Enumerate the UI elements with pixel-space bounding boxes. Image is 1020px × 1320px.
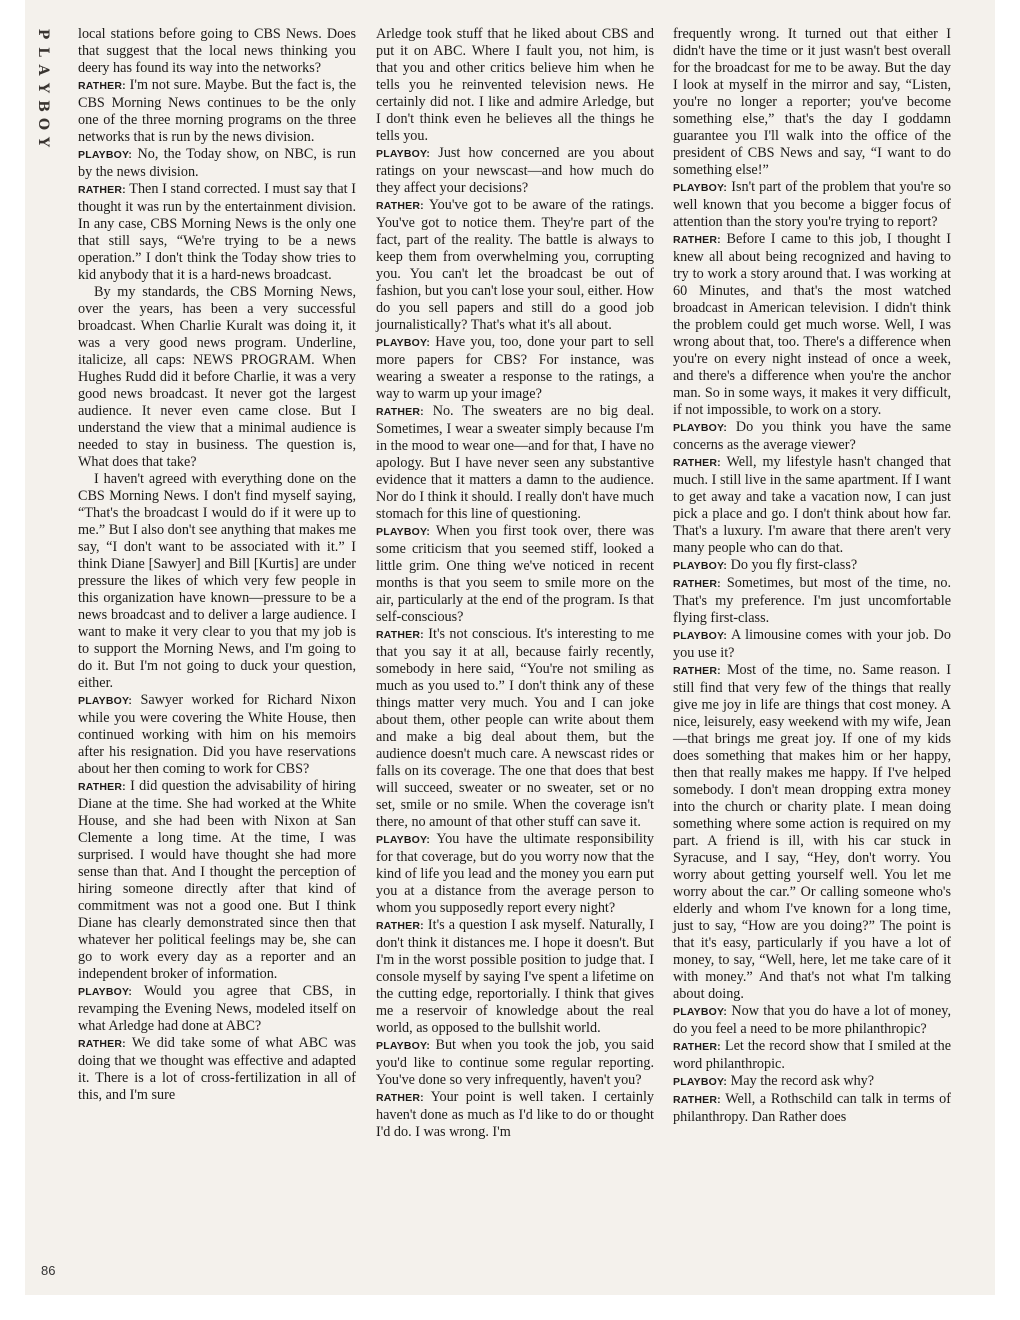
magazine-page <box>25 0 995 1295</box>
speaker-label: RATHER: <box>673 1041 721 1053</box>
speaker-label: RATHER: <box>673 1094 721 1106</box>
paragraph <box>376 403 654 523</box>
paragraph-text: Then I stand corrected. I must say that I thought it was run by the entertainment division. In any case, CBS Morning News is the only one that still says, “We're trying to be a news operation.” I don't think the Today show tries to kid anybody that it is a hard-news broadcast. <box>78 181 356 283</box>
paragraph-text: No. The sweaters are no big deal. Sometimes, I wear a sweater simply because I'm in the mood to wear one—and for that, I have no apology. But I have never seen any substantive evidence that it matters a damn to the audience. Nor do I think it should. I really don't have much stomach for this line of questioning. <box>376 403 654 522</box>
paragraph <box>673 627 951 662</box>
speaker-label: RATHER: <box>673 234 721 246</box>
paragraph <box>78 26 356 77</box>
paragraph <box>376 917 654 1037</box>
speaker-label: RATHER: <box>376 406 424 418</box>
paragraph <box>376 1089 654 1141</box>
paragraph-text: Just how concerned are you about ratings on your newscast—and how much do they affect your decisions? <box>376 145 655 196</box>
paragraph <box>673 231 951 419</box>
paragraph <box>78 284 356 471</box>
masthead-letter: Y <box>35 83 51 93</box>
speaker-label: RATHER: <box>376 1092 424 1104</box>
page-number: 86 <box>41 1263 56 1278</box>
speaker-label: PLAYBOY: <box>673 560 728 572</box>
paragraph-text: I did question the advisability of hiring Diane at the time. She had worked at the White House, and she had been with Nixon at San Clemente a long time. At the time, I was surprised. I would have thought she had more sense than that. And I thought the perception of hiring someone directly after that kind of commitment was not a good one. But I think Diane has clearly demonstrated since then that whatever her political feelings may be, she can go to work every day as a reporter and an independent broker of information. <box>78 778 357 982</box>
masthead-letter: P <box>35 28 51 40</box>
paragraph <box>376 831 654 917</box>
paragraph <box>673 1003 951 1038</box>
speaker-label: PLAYBOY: <box>673 422 728 434</box>
paragraph-text: You've got to be aware of the ratings. You've got to notice them. They're part of the fact, part of the reality. The battle is always to keep them from overwhelming you, corrupting you. You can't let the broadcast be out of fashion, but you can't lose your soul, either. How do you sell papers and still do a good job journalistically? That's what it's all about. <box>376 197 654 333</box>
speaker-label: PLAYBOY: <box>78 149 133 161</box>
paragraph-text: It's not conscious. It's interesting to me that you say it at all, because fairly recently, somebody in here said, “You're not smiling as much as you used to.” I don't think any of these things matter very much. You and I can joke about them, other people can write about them and make a big deal about them, but the audience doesn't much care. A newscast rides or falls on its coverage. The one that does that best will succeed, sweater or no sweater, set or no set, smile or no smile. When the coverage isn't there, no amount of that other stuff can save it. <box>376 626 655 830</box>
paragraph-text: When you first took over, there was some criticism that you seemed stiff, looked a little grim. One thing we've noticed in recent months is that you seem to smile more on the air, particularly at the end of the program. Is that self-conscious? <box>376 523 655 625</box>
speaker-label: RATHER: <box>78 1038 126 1050</box>
paragraph <box>78 146 356 181</box>
paragraph-text: Well, a Rothschild can talk in terms of philanthropy. Dan Rather does <box>673 1091 951 1125</box>
speaker-label: PLAYBOY: <box>376 148 431 160</box>
paragraph <box>673 1038 951 1073</box>
paragraph-text: Well, my lifestyle hasn't changed that much. I still live in the same apartment. If I want to get away and take a vacation now, I can just pick a place and go. I don't think about how far. That's a luxury. I'm aware that there aren't very many people who can do that. <box>673 454 951 556</box>
masthead-letter: L <box>35 47 51 57</box>
speaker-label: RATHER: <box>78 184 126 196</box>
paragraph <box>376 197 654 334</box>
paragraph-text: Do you think you have the same concerns as the average viewer? <box>673 419 951 453</box>
paragraph <box>78 983 356 1035</box>
speaker-label: PLAYBOY: <box>673 1076 728 1088</box>
speaker-label: RATHER: <box>376 200 424 212</box>
paragraph-text: Most of the time, no. Same reason. I still find that very few of the things that really give me joy in life are things that cost money. A nice, leisurely, easy weekend with my wife, Jean—that brings me great joy. If one of my kids does something that makes him or her happy, then that really makes me happy. If I've helped somebody. I don't mean dropping extra money into the church or charity plate. I mean doing something where some action is required on my part. A friend is ill, with his car stuck in Syracuse, and I say, “Hey, don't worry. You worry about getting yourself well. You let me worry about the car.” Or calling someone who's elderly and whom I've known for a long time, just to say, “How are you doing?” The point is that it's easy, particularly if you have a lot of money, to say, “Well, here, let me take care of it with money.” And that's not what I'm talking about doing. <box>673 662 952 1002</box>
masthead-letter: Y <box>35 137 51 147</box>
speaker-label: RATHER: <box>673 665 721 677</box>
paragraph-text: By my standards, the CBS Morning News, over the years, has been a very successful broadcast. When Charlie Kuralt was doing it, it was a very good news program. Underline, italicize, all caps: NEWS PROGRAM. When Hughes Rudd did it before Charlie, it was a very good news broadcast. It never got the largest audience. It never even came close. But I understand the view that a minimal audience is needed to stay in business. The question is, What does that take? <box>78 284 356 470</box>
speaker-label: RATHER: <box>376 920 424 932</box>
paragraph-text: I haven't agreed with everything done on the CBS Morning News. I don't find myself saying, “That's the broadcast I would do if it were up to me.” But I also don't see anything that makes me say, “I don't want to be associated with it.” I think Diane [Sawyer] and Bill [Kurtis] are under pressure the likes of which very few people in this organization have known—pressure to be a news broadcast and to deliver a large audience. I want to make it very clear to you that my job is to support the Morning News, and I'm going to do it. But I'm not going to duck your question, either. <box>78 471 356 691</box>
paragraph <box>78 471 356 692</box>
text-column-2 <box>376 26 654 1141</box>
paragraph <box>78 77 356 146</box>
speaker-label: RATHER: <box>78 80 126 92</box>
paragraph <box>376 26 654 145</box>
speaker-label: PLAYBOY: <box>673 182 728 194</box>
text-column-1 <box>78 26 356 1104</box>
masthead-letter: O <box>35 117 51 131</box>
speaker-label: PLAYBOY: <box>376 1040 431 1052</box>
paragraph <box>376 1037 654 1089</box>
paragraph-text: local stations before going to CBS News. Does that suggest that the local news thinking you deery has found its way into the networks? <box>78 26 356 76</box>
speaker-label: PLAYBOY: <box>78 695 133 707</box>
speaker-label: PLAYBOY: <box>376 834 431 846</box>
paragraph-text: Sometimes, but most of the time, no. That's my preference. I'm just uncomfortable flying first-class. <box>673 575 951 626</box>
paragraph-text: May the record ask why? <box>730 1073 875 1089</box>
paragraph <box>78 1035 356 1104</box>
paragraph-text: Let the record show that I smiled at the word philanthropic. <box>673 1038 952 1072</box>
paragraph-text: A limousine comes with your job. Do you use it? <box>673 627 952 661</box>
paragraph-text: I'm not sure. Maybe. But the fact is, the CBS Morning News continues to be the only one of the three morning programs on the three networks that is run by the news division. <box>78 77 356 145</box>
paragraph <box>673 1073 951 1091</box>
paragraph <box>673 662 951 1003</box>
masthead-letter: A <box>35 64 51 76</box>
paragraph <box>78 692 356 778</box>
paragraph <box>78 181 356 284</box>
speaker-label: RATHER: <box>376 629 424 641</box>
paragraph-text: Arledge took stuff that he liked about CBS and put it on ABC. Where I fault you, not him, is that you and other critics believe him when he tells you he reinvented television news. He certainly did not. I like and admire Arledge, but I don't think even he believes all the things he tells you. <box>376 26 654 144</box>
speaker-label: PLAYBOY: <box>673 1006 728 1018</box>
paragraph-text: Would you agree that CBS, in revamping the Evening News, modeled itself on what Arledge had done at ABC? <box>78 983 357 1034</box>
speaker-label: PLAYBOY: <box>376 337 431 349</box>
paragraph <box>673 454 951 557</box>
paragraph <box>673 26 951 179</box>
paragraph-text: Have you, too, done your part to sell more papers for CBS? For instance, was wearing a sweater a response to the ratings, a way to warm up your image? <box>376 334 654 402</box>
paragraph-text: Do you fly first-class? <box>730 557 858 573</box>
paragraph-text: Isn't part of the problem that you're so well known that you become a bigger focus of attention than the story you're trying to report? <box>673 179 952 230</box>
speaker-label: PLAYBOY: <box>78 986 133 998</box>
speaker-label: RATHER: <box>673 578 721 590</box>
text-column-3 <box>673 26 951 1126</box>
speaker-label: PLAYBOY: <box>673 630 728 642</box>
paragraph <box>673 575 951 627</box>
speaker-label: RATHER: <box>78 781 126 793</box>
paragraph <box>376 145 654 197</box>
paragraph <box>376 523 654 626</box>
playboy-masthead <box>35 25 51 151</box>
paragraph <box>376 334 654 403</box>
paragraph-text: We did take some of what ABC was doing that we thought was effective and adapted it. There is a lot of cross-fertilization in all of this, and I'm sure <box>78 1035 356 1103</box>
paragraph-text: Your point is well taken. I certainly haven't done as much as I'd like to do or thought I'd do. I was wrong. I'm <box>376 1089 654 1140</box>
paragraph <box>673 1091 951 1126</box>
speaker-label: RATHER: <box>673 457 721 469</box>
paragraph-text: You have the ultimate responsibility for that coverage, but do you worry now that the kind of life you lead and the money you earn put you at a distance from the average person to whom you supposedly report every night? <box>376 831 654 916</box>
speaker-label: PLAYBOY: <box>376 526 431 538</box>
masthead-letter: B <box>35 100 51 112</box>
paragraph-text: It's a question I ask myself. Naturally, I don't think it distances me. I hope it doesn't. But I'm in the worst possible position to judge that. I console myself by saying I've spent a lifetime on the cutting edge, reportorially. I think that gives me a reservoir of knowledge about the real world, as opposed to the bullshit world. <box>376 917 655 1036</box>
paragraph-text: Sawyer worked for Richard Nixon while you were covering the White House, then continued working with him on his memoirs after his resignation. Did you have reservations about her then coming to work for CBS? <box>78 692 356 777</box>
paragraph-text: frequently wrong. It turned out that either I didn't have the time or it just wasn't best overall for the broadcast for me to be away. But the day I look at myself in the mirror and say, “Listen, you're no longer a reporter; you've become something else,” that's the day I goddamn guarantee you I'll walk into the office of the president of CBS News and say, “I want to do something else!” <box>673 26 951 178</box>
paragraph-text: But when you took the job, you said you'd like to continue some regular reporting. You've done so very infrequently, haven't you? <box>376 1037 654 1088</box>
paragraph <box>673 419 951 454</box>
paragraph <box>673 179 951 231</box>
paragraph-text: Now that you do have a lot of money, do you feel a need to be more philanthropic? <box>673 1003 952 1037</box>
paragraph <box>78 778 356 983</box>
paragraph-text: Before I came to this job, I thought I knew all about being recognized and having to try to work a story around that. I was working at 60 Minutes, and that's the most watched broadcast in American television. I didn't think the problem could get much worse. Well, I was wrong about that, too. There's a difference when you're on every night instead of once a week, and there's a difference when you're the anchor man. So in some ways, it makes it very difficult, if not impossible, to work on a story. <box>673 231 952 418</box>
paragraph <box>376 626 654 831</box>
paragraph <box>673 557 951 575</box>
paragraph-text: No, the Today show, on NBC, is run by the news division. <box>78 146 357 180</box>
